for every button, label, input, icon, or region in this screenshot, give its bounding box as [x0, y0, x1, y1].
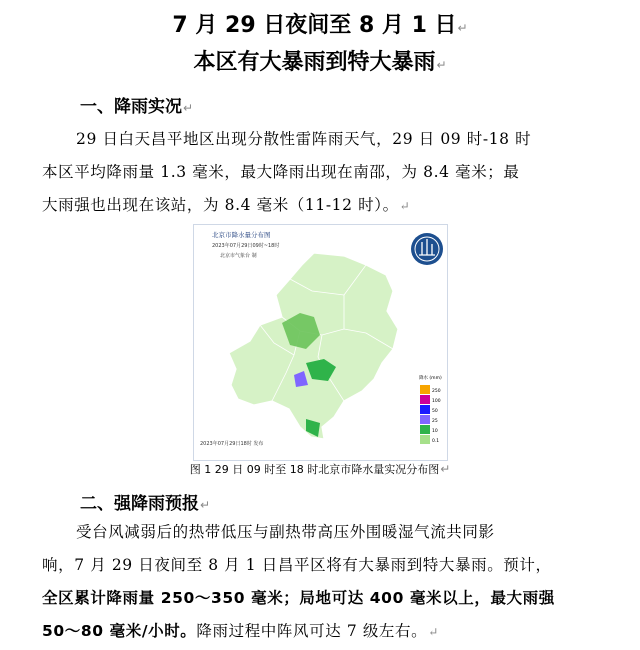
legend-swatches	[420, 385, 441, 444]
legend	[419, 374, 442, 444]
legend-label: 100	[432, 399, 441, 404]
figure-caption: 图 1 29 日 09 时至 18 时北京市降水量实况分布图↵	[189, 462, 451, 476]
legend-label: 25	[432, 419, 438, 424]
legend-label: 10	[432, 429, 438, 434]
paragraph-line: 本区平均降雨量 1.3 毫米，最大降雨出现在南邵，为 8.4 毫米；最	[42, 163, 520, 181]
legend-label: 0.1	[432, 439, 440, 444]
legend-title: 降水 (mm)	[419, 376, 442, 381]
section-heading-observed-rainfall: 一、降雨实况↵	[80, 97, 194, 117]
paragraph-line: 响，7 月 29 日夜间至 8 月 1 日昌平区将有大暴雨到特大暴雨。预计，	[42, 556, 552, 574]
legend-swatch	[420, 435, 430, 444]
map-org: 北京市气象台 制	[220, 253, 257, 259]
section-heading-forecast: 二、强降雨预报↵	[80, 494, 211, 514]
rainfall-map-figure	[193, 224, 448, 461]
map-issued: 2023年07月29日18时 发布	[200, 441, 264, 447]
rainfall-map	[194, 225, 447, 460]
document-title-line1: 7 月 29 日夜间至 8 月 1 日↵	[172, 13, 468, 38]
legend-swatch	[420, 385, 430, 394]
forecast-paragraph	[42, 516, 604, 649]
meteorological-logo-icon	[411, 233, 443, 265]
paragraph-line: 29 日白天昌平地区出现分散性雷阵雨天气，29 日 09 时-18 时	[76, 130, 532, 148]
paragraph-line: 受台风减弱后的热带低压与副热带高压外围暖湿气流共同影	[76, 523, 495, 541]
observed-rainfall-paragraph	[42, 123, 604, 223]
paragraph-line: 全区累计降雨量 250～350 毫米；局地可达 400 毫米以上，最大雨强	[42, 589, 555, 607]
map-subtitle: 2023年07月29日09时~18时	[212, 243, 280, 249]
paragraph-line: 50～80 毫米/小时。降雨过程中阵风可达 7 级左右。↵	[42, 622, 439, 640]
paragraph-line: 大雨强也出现在该站，为 8.4 毫米（11-12 时）。↵	[42, 196, 411, 214]
legend-swatch	[420, 395, 430, 404]
beijing-region-shape	[229, 253, 398, 439]
legend-swatch	[420, 415, 430, 424]
legend-label: 250	[432, 389, 441, 394]
legend-swatch	[420, 425, 430, 434]
legend-swatch	[420, 405, 430, 414]
legend-label: 50	[432, 409, 438, 414]
map-title: 北京市降水量分布图	[212, 231, 271, 239]
document-title-line2: 本区有大暴雨到特大暴雨↵	[193, 50, 447, 75]
